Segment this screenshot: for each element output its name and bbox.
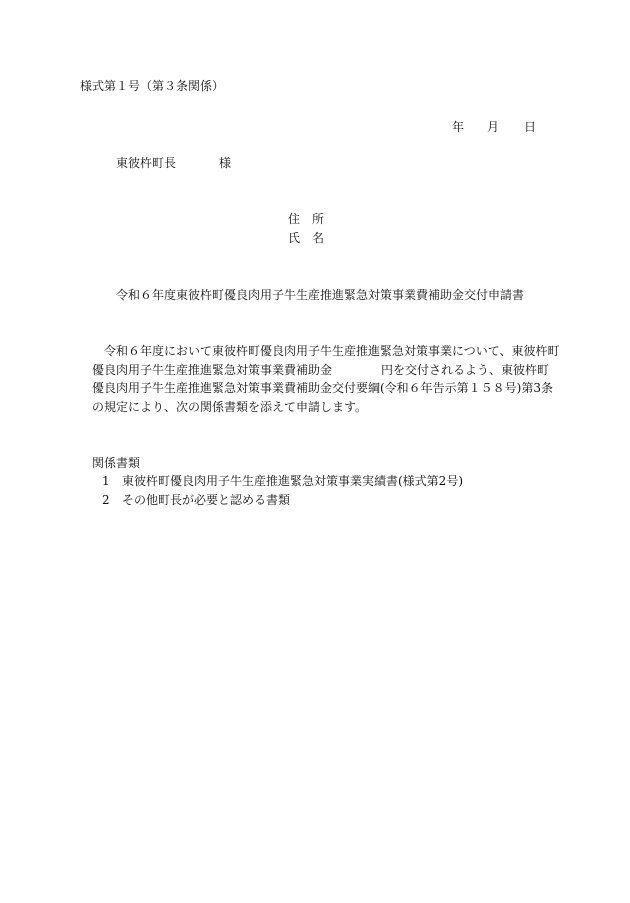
- applicant-name-label: 氏 名: [288, 231, 325, 245]
- related-documents-heading: 関係書類: [92, 456, 141, 470]
- body-line-2a: 優良肉用子牛生産推進緊急対策事業費補助金: [92, 363, 333, 377]
- date-day-label: 日: [524, 120, 537, 134]
- body-line-2b: 円を交付されるよう、東彼杵町: [381, 363, 550, 377]
- related-document-item: 東彼杵町優良肉用子牛生産推進緊急対策事業実績書(様式第2号): [122, 474, 464, 488]
- applicant-address-label: 住 所: [288, 212, 325, 226]
- body-line-1: 令和６年度において東彼杵町優良肉用子牛生産推進緊急対策事業について、東彼杵町: [104, 344, 560, 358]
- date-year-label: 年: [452, 120, 465, 134]
- date-month-label: 月: [487, 120, 500, 134]
- body-line-4: の規定により、次の関係書類を添えて申請します。: [92, 400, 368, 414]
- document-title: 令和６年度東彼杵町優良肉用子牛生産推進緊急対策事業費補助金交付申請書: [116, 288, 525, 302]
- form-number: 様式第１号（第３条関係）: [80, 79, 225, 93]
- addressee-name: 東彼杵町長: [116, 156, 177, 170]
- related-document-item: その他町長が必要と認める書類: [122, 493, 291, 507]
- related-document-number: 1: [102, 474, 110, 488]
- body-line-3: 優良肉用子牛生産推進緊急対策事業費補助金交付要綱(令和６年告示第１５８号)第3条: [92, 381, 554, 395]
- addressee-honorific: 様: [219, 156, 232, 170]
- related-document-number: 2: [102, 493, 110, 507]
